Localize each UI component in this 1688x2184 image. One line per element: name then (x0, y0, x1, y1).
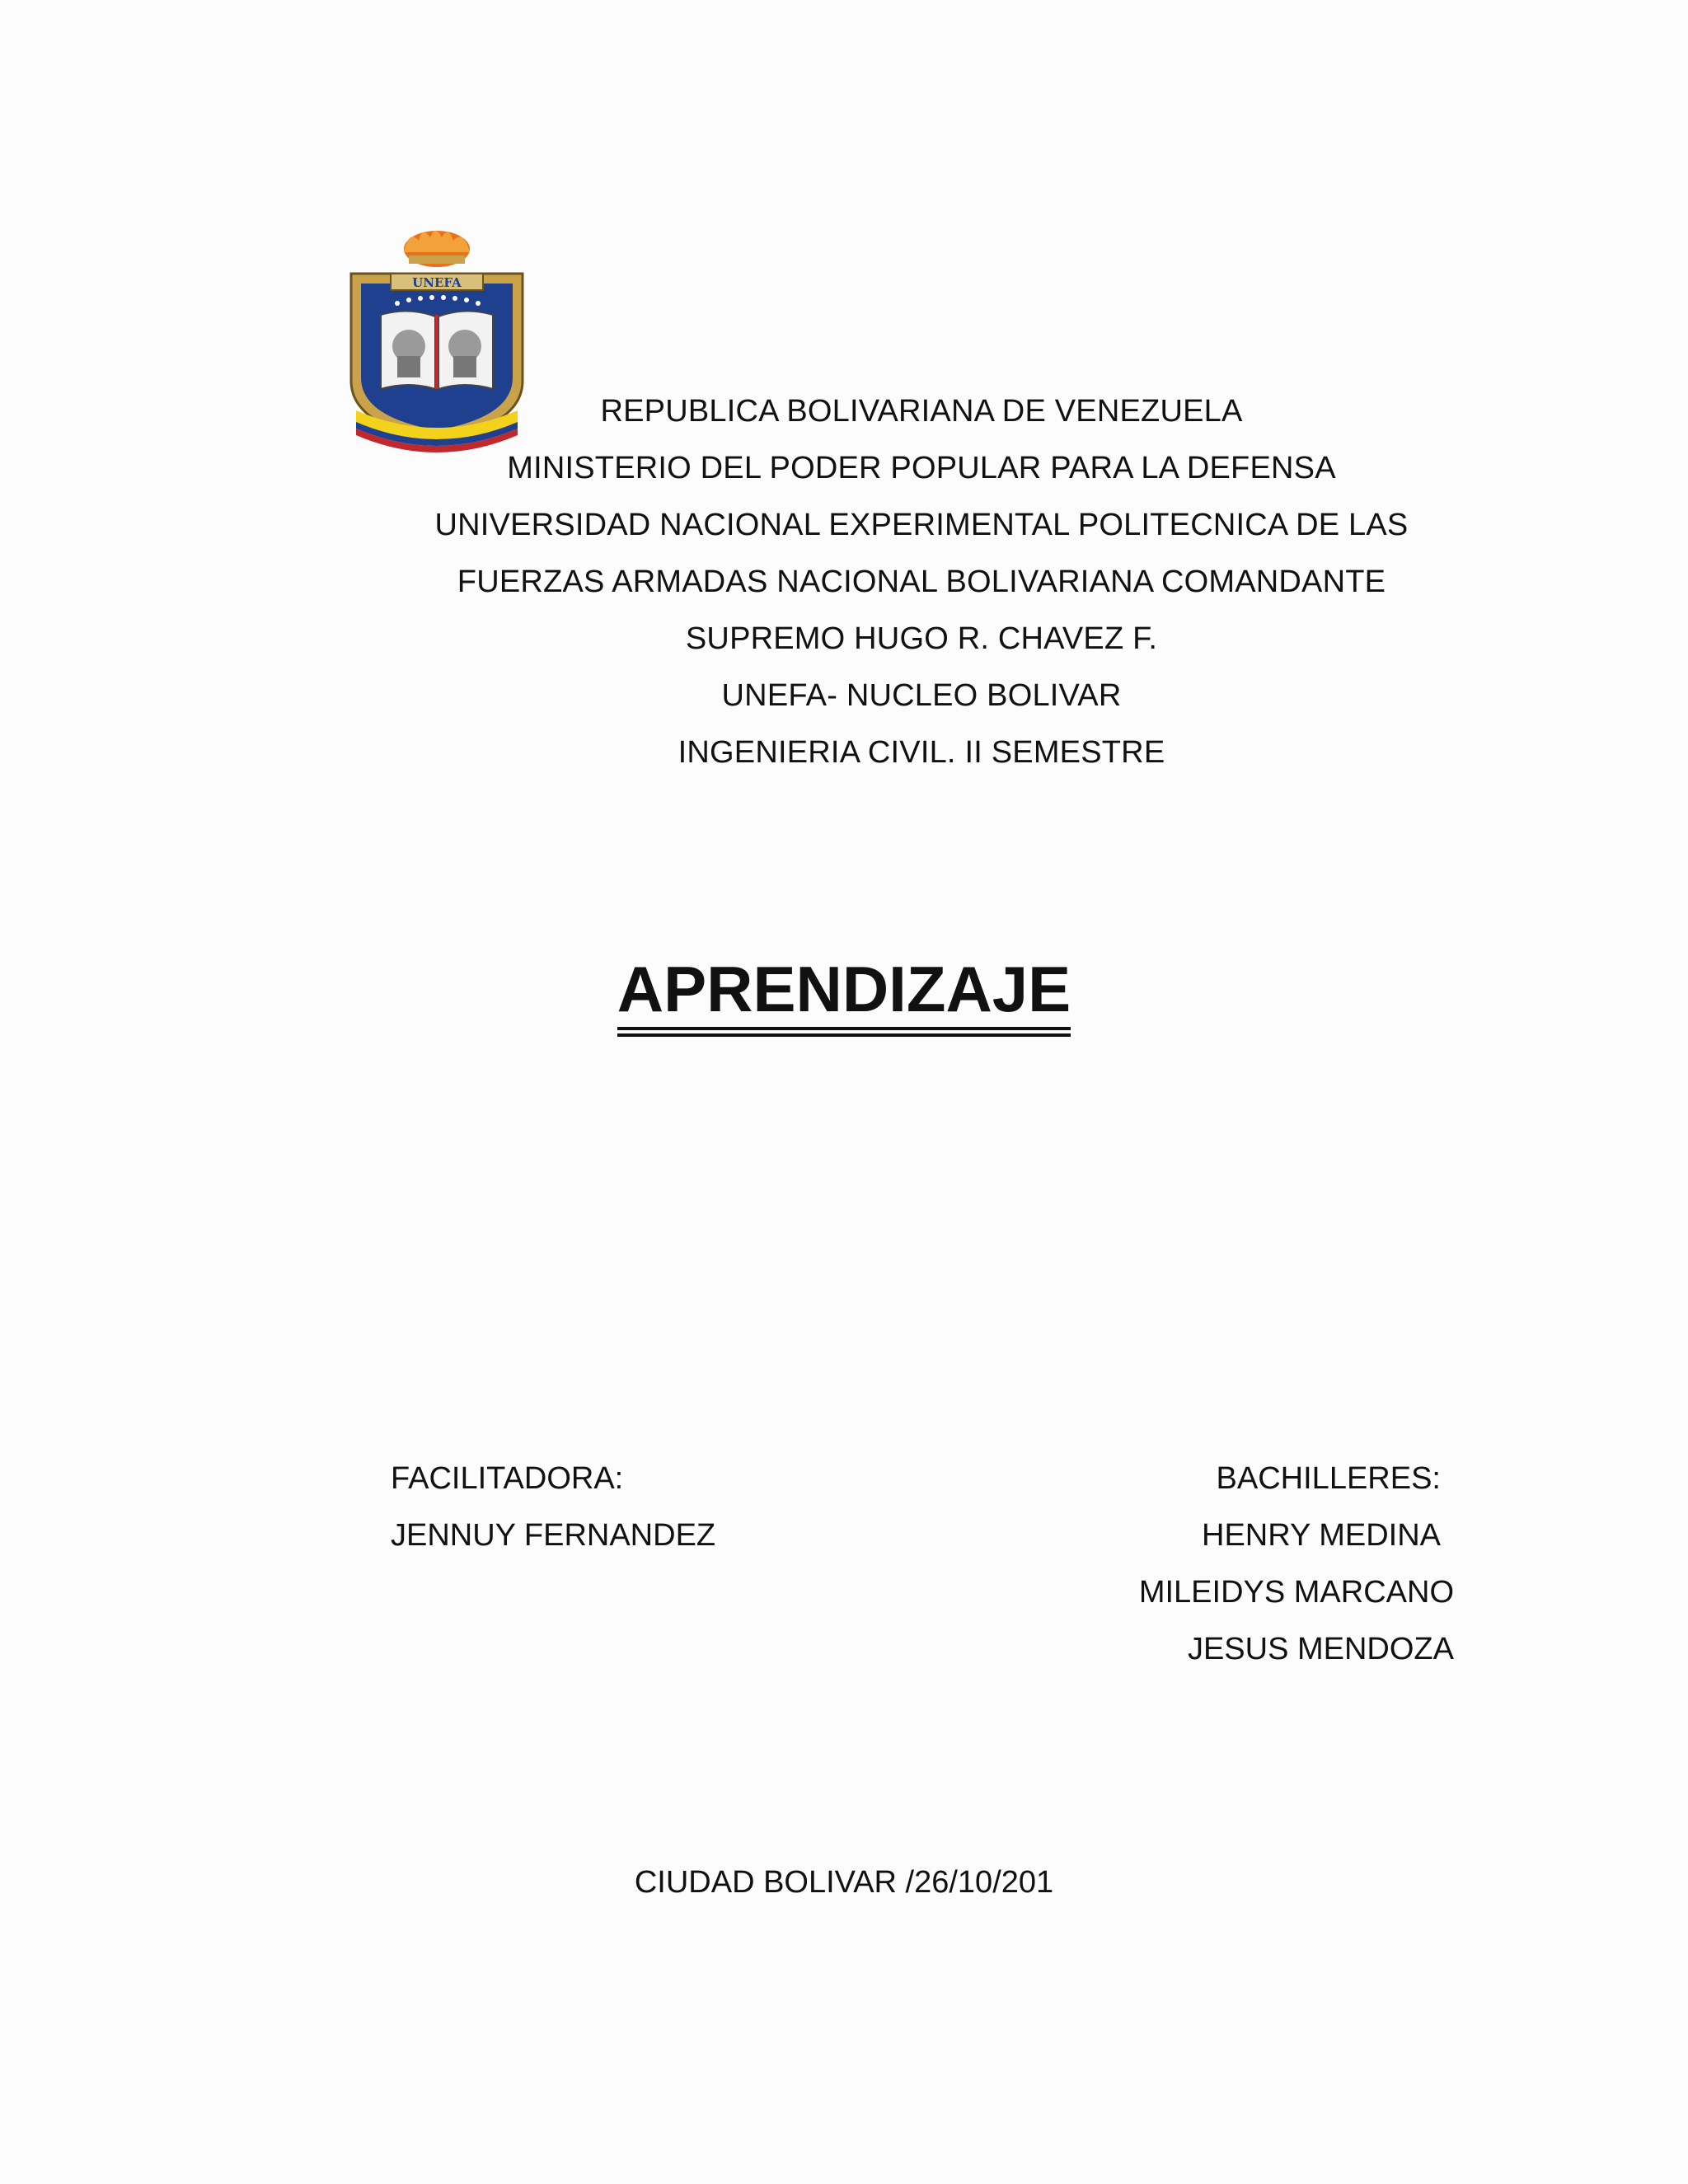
header-line-program: INGENIERIA CIVIL. II SEMESTRE (678, 735, 1165, 770)
header-line-commander: SUPREMO HUGO R. CHAVEZ F. (685, 621, 1158, 656)
header-line-republic: REPUBLICA BOLIVARIANA DE VENEZUELA (600, 394, 1243, 429)
header-line-armed-forces: FUERZAS ARMADAS NACIONAL BOLIVARIANA COMANDANTE (457, 565, 1386, 599)
facilitator-block (391, 1451, 715, 1564)
header-line-campus: UNEFA- NUCLEO BOLIVAR (721, 678, 1122, 713)
place-date: CIUDAD BOLIVAR /26/10/201 (634, 1865, 1054, 1900)
facilitator-name: JENNUY FERNANDEZ (391, 1518, 716, 1553)
student-name: JESUS MENDOZA (1187, 1632, 1454, 1666)
students-block (1139, 1451, 1454, 1678)
header-line-university: UNIVERSIDAD NACIONAL EXPERIMENTAL POLITECNICA DE LAS (434, 508, 1409, 542)
facilitator-label: FACILITADORA: (391, 1461, 624, 1496)
flame-icon (404, 231, 470, 267)
document-title: APRENDIZAJE (617, 954, 1071, 1030)
student-name: HENRY MEDINA (1202, 1518, 1441, 1553)
document-title-container (0, 954, 1688, 1030)
students-label: BACHILLERES: (1216, 1461, 1441, 1496)
institution-header (305, 383, 1538, 781)
student-name: MILEIDYS MARCANO (1138, 1575, 1454, 1610)
header-line-ministry: MINISTERIO DEL PODER POPULAR PARA LA DEFENSA (507, 451, 1336, 485)
svg-text:UNEFA: UNEFA (412, 275, 462, 290)
